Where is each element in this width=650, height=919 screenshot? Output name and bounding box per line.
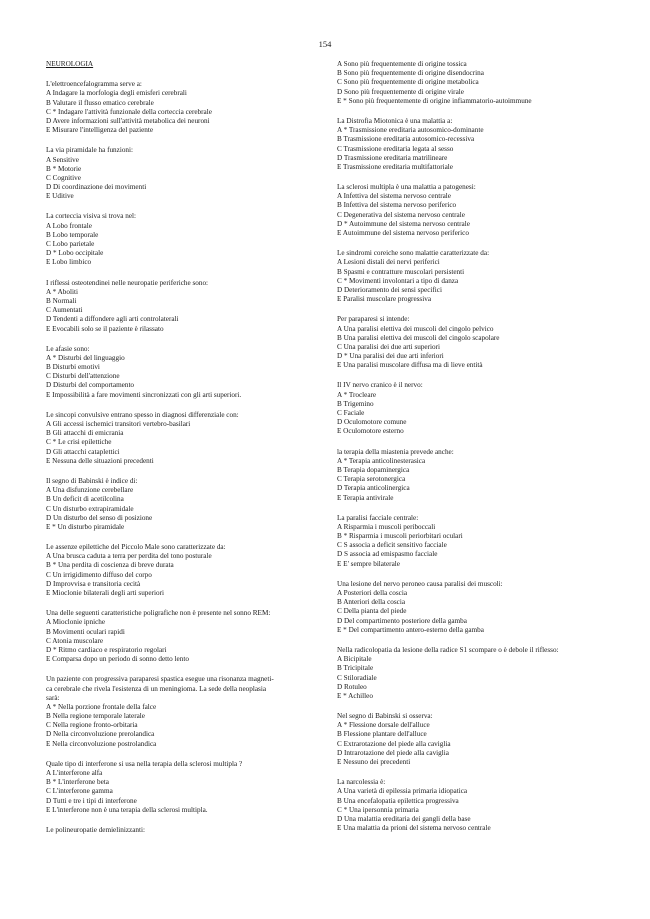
answer-option: A Indagare la morfologia degli emisferi cerebrali [46,89,187,98]
block-gap [46,334,328,345]
answer-option: C * Una ipersonnia primaria [337,805,419,814]
answer-option: B Movimenti oculari rapidi [46,627,125,636]
answer-option: A * Aboliti [46,287,78,296]
answer-option: A Gli accessi ischemici transitori vertebro-basilari [46,420,191,428]
answer-option: A * Nella porzione frontale della falce [46,702,157,711]
answer-option: A Sensitive [46,155,79,164]
answer-option: C Extrarotazione del piede alla caviglia [337,739,451,748]
answer-option: E Misurare l'intelligenza del paziente [46,126,154,135]
question-block [46,411,328,466]
answer-option: A Sono più frequentemente di origine tossica [337,60,467,68]
question-block [337,249,617,304]
answer-option: A * Trasmissione ereditaria autosomico-dominante [337,126,484,135]
question-block [337,381,617,436]
answer-option: E Paralisi muscolare progressiva [337,295,432,304]
question-text: Il segno di Babinski è indice di: [46,476,138,485]
question-text: Le assenze epilettiche del Piccolo Male sono caratterizzate da: [46,543,226,552]
answer-option: B * Risparmia i muscoli periorbitari oculari [337,532,463,541]
answer-option: A Mioclonie ipniche [46,618,106,627]
answer-option: A Una brusca caduta a terra per perdita del tono posturale [46,552,212,561]
answer-option: B * Motorie [46,164,82,173]
answer-option: D Improvvisa e transitoria cecità [46,579,141,588]
answer-option: C Una paralisi dei due arti superiori [337,342,440,351]
question-block [337,448,617,503]
answer-option: C Sono più frequentemente di origine metabolica [337,78,479,87]
question-text: La sclerosi multipla è una malattia a patogenesi: [337,183,476,192]
question-text: La Distrofia Miotonica è una malattia a: [337,116,453,125]
answer-option: B Valutare il flusso ematico cerebrale [46,98,154,107]
answer-option: E Trasmissione ereditaria multifattoriale [337,162,453,171]
answer-option: D Tendenti a diffondere agli arti controlaterali [46,315,179,324]
answer-option: B Sono più frequentemente di origine disendocrina [337,69,484,78]
answer-option: C Trasmissione ereditaria legata al sesso [337,144,454,153]
block-gap [337,701,617,712]
answer-option: D * Una paralisi dei due arti inferiori [337,352,444,361]
answer-option: E Autoimmune del sistema nervoso periferico [337,229,469,237]
answer-option: E L'interferone non è una terapia della sclerosi multipla. [46,805,208,814]
question-text: Le afasie sono: [46,344,90,353]
answer-option: C * Movimenti involontari a tipo di danza [337,276,459,285]
answer-option: B Lobo temporale [46,230,99,239]
block-gap [46,532,328,543]
question-text: Per paraparesi si intende: [337,315,410,324]
block-gap [46,815,328,826]
answer-option: B Una paralisi elettiva dei muscoli del cingolo scapolare [337,333,500,342]
block-gap [337,767,617,778]
block-gap [337,437,617,448]
question-block [46,609,328,664]
block-gap [337,503,617,514]
question-text: La corteccia visiva si trova nel: [46,212,137,221]
answer-option: E Mioclonie bilaterali degli arti superiori [46,589,164,597]
answer-option: D Gli attacchi cataplettici [46,447,120,456]
answer-option: C S associa a deficit sensitivo facciale [337,541,447,550]
answer-option: A * Flessione dorsale dell'alluce [337,721,430,730]
question-text: ca cerebrale che rivela l'esistenza di un meningioma. La sede della neoplasia [46,684,267,693]
block-gap [46,69,328,80]
answer-option: C Atonia muscolare [46,636,104,645]
answer-option: C Della pianta del piede [337,607,407,616]
question-block [46,80,328,135]
question-text: I riflessi osteotendinei nelle neuropatie periferiche sono: [46,278,209,287]
page-number: 154 [318,39,332,49]
answer-option: E * Un disturbo piramidale [46,522,125,531]
block-gap [46,466,328,477]
question-text: Una delle seguenti caratteristiche poligrafiche non è presente nel sonno REM: [46,609,271,618]
answer-option: E Lobo limbico [46,258,92,267]
block-gap [46,664,328,675]
question-text: La paralisi facciale centrale: [337,513,419,522]
answer-option: C Faciale [337,409,365,417]
answer-option: D Trasmissione ereditaria matrilineare [337,153,448,162]
answer-option: A * Terapia anticolinesterasica [337,456,426,465]
question-block [46,543,328,598]
answer-option: D Deterioramento dei sensi specifici [337,285,442,294]
answer-option: E Impossibilità a fare movimenti sincronizzati con gli arti superiori. [46,390,242,399]
left-column [46,60,328,835]
answer-option: B Trigemino [337,399,374,408]
answer-option: C Disturbi dell'attenzione [46,372,120,381]
answer-option: D * Lobo occipitale [46,249,104,258]
question-block [46,279,328,334]
block-gap [337,635,617,646]
answer-option: C Terapia serotonergica [337,475,406,484]
question-text: Nel segno di Babinski si osserva: [337,712,433,721]
answer-option: A Una varietà di epilessia primaria idiopatica [337,787,468,796]
answer-option: A * Disturbi del linguaggio [46,353,125,362]
answer-option: D Una malattia ereditaria dei gangli della base [337,814,471,823]
block-gap [337,304,617,315]
question-text: la terapia della miastenia prevede anche: [337,447,454,456]
answer-option: A Una disfunzione cerebellare [46,486,134,495]
answer-option: B Gli attacchi di emicrania [46,429,124,438]
question-text: La via piramidale ha funzioni: [46,146,134,155]
question-text: La narcolessia è: [337,778,386,787]
answer-option: D Tutti e tre i tipi di interferone [46,796,137,805]
question-block [46,477,328,532]
question-text: Il IV nervo cranico è il nervo: [337,381,423,390]
answer-option: B Trasmissione ereditaria autosomico-recessiva [337,135,475,144]
answer-option: D Rotuleo [337,682,367,691]
answer-option: D Oculomotore comune [337,418,407,427]
answer-option: C * Indagare l'attività funzionale della corteccia cerebrale [46,107,212,116]
answer-option: E Nessuno dei precedenti [337,758,411,766]
answer-option: D Intrarotazione del piede alla caviglia [337,748,449,757]
answer-option: B Spasmi e contratture muscolari persistenti [337,267,465,276]
question-block [337,60,617,106]
block-gap [46,201,328,212]
question-text: Le sindromi coreiche sono malattie caratterizzate da: [337,249,490,258]
question-text: Quale tipo di interferone si usa nella terapia della sclerosi multipla ? [46,759,243,768]
answer-option: B Nella regione temporale laterale [46,712,145,721]
question-block [46,760,328,815]
block-gap [337,106,617,117]
block-gap [46,135,328,146]
answer-option: E * Achilleo [337,691,373,700]
answer-option: E Evocabili solo se il paziente è rilassato [46,324,164,333]
answer-option: B * L'interferone beta [46,778,109,787]
answer-option: E * Del compartimento antero-esterno della gamba [337,625,484,634]
question-text: sarà: [46,693,60,702]
question-block [337,646,617,701]
answer-option: A Una paralisi elettiva dei muscoli del cingolo pelvico [337,324,494,333]
answer-option: E Uditive [46,192,74,201]
block-gap [46,268,328,279]
answer-option: E Nessuna delle situazioni precedenti [46,456,154,465]
question-block [337,183,617,238]
block-gap [46,598,328,609]
question-block [46,146,328,201]
answer-option: E Nella circonvoluzione postrolandica [46,739,157,748]
question-block [46,675,328,749]
answer-option: A L'interferone alfa [46,769,103,777]
question-block [337,315,617,370]
answer-option: A * Trocleare [337,390,377,399]
answer-option: B Flessione plantare dell'alluce [337,730,427,739]
block-gap [337,569,617,580]
answer-option: A Bicipitale [337,655,372,664]
question-block [337,712,617,767]
answer-option: C Un disturbo extrapiramidale [46,504,134,513]
answer-option: C * Le crisi epilettiche [46,438,112,447]
answer-option: C Un irrigidimento diffuso del corpo [46,570,152,579]
question-block [46,826,328,835]
answer-option: D Terapia anticolinergica [337,484,410,493]
question-text: Un paziente con progressiva paraparesi spastica esegue una risonanza magneti- [46,675,274,684]
answer-option: C Aumentati [46,306,83,315]
question-text: Una lesione del nervo peroneo causa paralisi dei muscoli: [337,579,503,588]
answer-option: B Una encefalopatia epilettica progressiva [337,796,459,805]
answer-option: C L'interferone gamma [46,787,113,796]
answer-option: D Di coordinazione dei movimenti [46,183,147,192]
answer-option: B Tricipitale [337,664,374,673]
answer-option: B * Una perdita di coscienza di breve durata [46,561,174,570]
answer-option: E Una malattia da prioni del sistema nervoso centrale [337,824,491,833]
answer-option: A Posteriori della coscia [337,589,408,597]
answer-option: E * Sono più frequentemente di origine infiammatorio-autoimmune [337,96,532,105]
question-block [337,580,617,635]
answer-option: C Degenerativa del sistema nervoso centrale [337,210,465,219]
answer-option: A Lobo frontale [46,221,92,230]
answer-option: C Stiloradiale [337,673,377,682]
question-block [337,514,617,569]
answer-option: D Disturbi del comportamento [46,381,135,390]
question-block [337,778,617,833]
question-block [337,117,617,172]
answer-option: E Oculomotore esterno [337,427,404,436]
answer-option: D * Ritmo cardiaco e respiratorio regolari [46,645,167,654]
answer-option: A Infettiva del sistema nervoso centrale [337,192,451,201]
answer-option: C Cognitive [46,173,81,182]
answer-option: B Un deficit di acetilcolina [46,495,124,504]
answer-option: B Terapia dopaminergica [337,465,410,474]
answer-option: D S associa ad emispasmo facciale [337,550,438,559]
answer-option: D Un disturbo del senso di posizione [46,513,153,522]
answer-option: A Risparmia i muscoli periboccali [337,522,436,531]
question-text: Le sincopi convulsive entrano spesso in diagnosi differenziale con: [46,410,239,419]
section-title: NEUROLOGIA [46,60,94,68]
block-gap [46,400,328,411]
answer-option: B Normali [46,296,77,305]
answer-option: E Terapia antivirale [337,493,394,502]
answer-option: D Del compartimento posteriore della gamba [337,616,467,625]
block-gap [337,172,617,183]
answer-option: D * Autoimmune del sistema nervoso centrale [337,219,470,228]
question-block [46,212,328,267]
block-gap [46,749,328,760]
right-column [337,60,617,833]
answer-option: B Disturbi emotivi [46,363,100,372]
answer-option: D Sono più frequentemente di origine virale [337,87,464,96]
answer-option: E Comparsa dopo un periodo di sonno detto lento [46,655,189,664]
question-text: Nella radicolopatia da lesione della radice S1 scompare o è debole il riflesso: [337,645,559,654]
block-gap [337,370,617,381]
answer-option: B Anteriori della coscia [337,598,406,607]
answer-option: D Avere informazioni sull'attività metabolica dei neuroni [46,116,210,125]
answer-option: C Nella regione fronto-orbitaria [46,721,138,730]
answer-option: D Nella circonvoluzione prerolandica [46,730,155,739]
answer-option: E E' sempre bilaterale [337,559,400,568]
section-title-block [46,60,328,69]
answer-option: C Lobo parietale [46,240,95,248]
question-text: Le polineuropatie demielinizzanti: [46,825,145,834]
answer-option: B Infettiva del sistema nervoso periferico [337,201,457,210]
answer-option: A Lesioni distali dei nervi periferici [337,258,440,267]
question-block [46,345,328,400]
block-gap [337,238,617,249]
question-text: L'elettroencefalogramma serve a: [46,80,142,89]
answer-option: E Una paralisi muscolare diffusa ma di lieve entità [337,361,483,370]
